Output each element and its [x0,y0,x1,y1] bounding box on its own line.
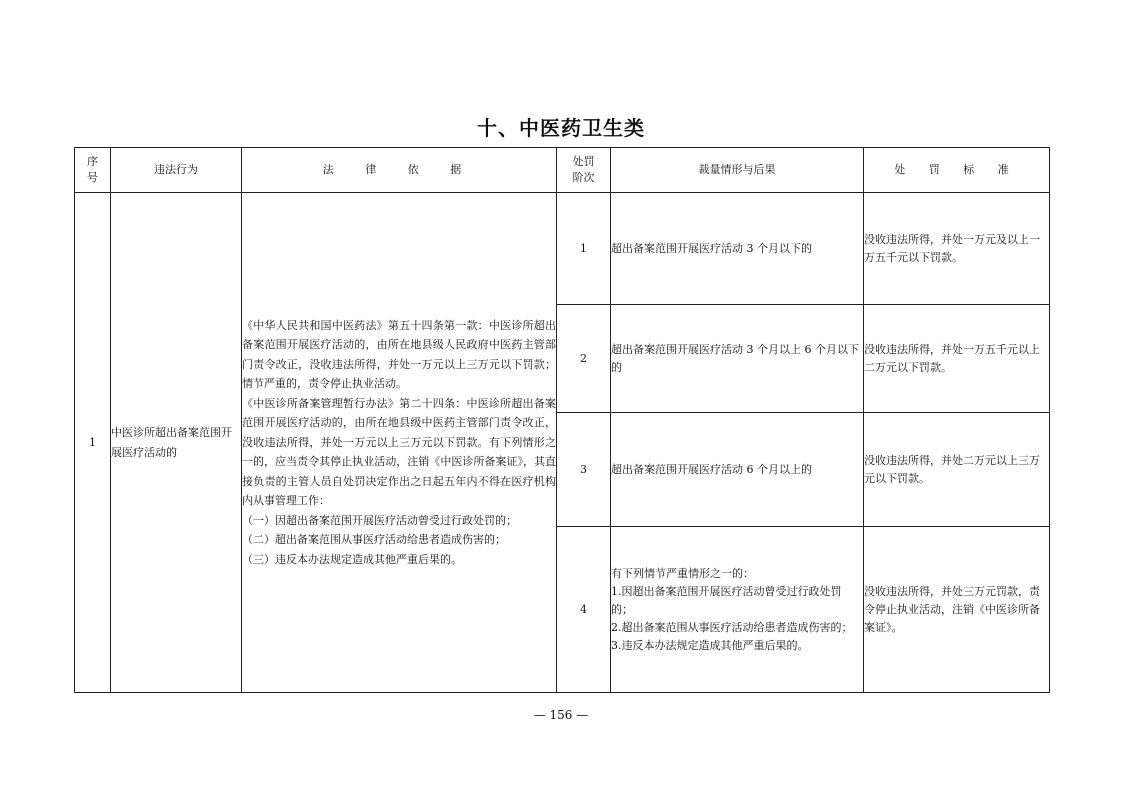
header-legal-basis: 法 律 依 据 [242,148,557,193]
legal-basis-item: （一）因超出备案范围开展医疗活动曾受过行政处罚的； [242,513,517,527]
table-header-row [75,148,1050,193]
header-circumstance: 裁量情形与后果 [611,148,864,193]
circumstance-line: 1.因超出备案范围开展医疗活动曾受过行政处罚的； [611,584,842,616]
header-standard: 处 罚 标 准 [864,148,1050,193]
row-legal-basis [242,193,557,693]
page-title: 十、中医药卫生类 [477,116,645,140]
penalty-table [74,147,1050,693]
row-violation: 中医诊所超出备案范围开展医疗活动的 [111,193,242,693]
stage-number: 1 [557,193,611,305]
stage-penalty-standard: 没收违法所得，并处一万元及以上一万五千元以下罚款。 [864,193,1050,305]
stage-number: 3 [557,413,611,527]
header-stage-line2: 阶次 [572,171,595,184]
row-seq: 1 [75,193,111,693]
header-seq [75,148,111,193]
legal-basis-paragraph: 《中华人民共和国中医药法》第五十四条第一款：中医诊所超出备案范围开展医疗活动的，由所在地县级人民政府中医药主管部门责令改正，没收违法所得，并处一万元以上三万元以下罚款；情节严重的，责令停止执业活动。 [242,318,556,391]
table-row [75,193,1050,305]
header-violation: 违法行为 [111,148,242,193]
circumstance-line: 2.超出备案范围从事医疗活动给患者造成伤害的； [611,620,853,634]
circumstance-line: 有下列情节严重情形之一的： [611,566,754,580]
stage-circumstance: 超出备案范围开展医疗活动 6 个月以上的 [611,413,864,527]
legal-basis-item: （二）超出备案范围从事医疗活动给患者造成伤害的； [242,533,506,547]
page-number: — 156 — [533,708,589,722]
stage-penalty-standard: 没收违法所得，并处一万五千元以上二万元以下罚款。 [864,305,1050,413]
legal-basis-paragraph: 《中医诊所备案管理暂行办法》第二十四条：中医诊所超出备案范围开展医疗活动的，由所在地县级中医药主管部门责令改正，没收违法所得，并处一万元以上三万元以下罚款。有下列情形之一的，应当责令其停止执业活动，注销《中医诊所备案证》，其直接负责的主管人员自处罚决定作出之日起五年内不得在医疗机构内从事管理工作： [242,396,556,508]
stage-circumstance [611,527,864,693]
circumstance-line: 3.违反本办法规定造成其他严重后果的。 [611,638,809,652]
stage-circumstance: 超出备案范围开展医疗活动 3 个月以上 6 个月以下的 [611,305,864,413]
legal-basis-item: （三）违反本办法规定造成其他严重后果的。 [242,552,462,566]
header-seq-line2: 号 [87,171,98,184]
header-stage-line1: 处罚 [572,155,595,168]
stage-penalty-standard: 没收违法所得，并处二万元以上三万元以下罚款。 [864,413,1050,527]
stage-number: 4 [557,527,611,693]
stage-penalty-standard: 没收违法所得，并处三万元罚款，责令停止执业活动，注销《中医诊所备案证》。 [864,527,1050,693]
stage-number: 2 [557,305,611,413]
stage-circumstance: 超出备案范围开展医疗活动 3 个月以下的 [611,193,864,305]
header-stage [557,148,611,193]
header-seq-line1: 序 [87,155,98,168]
